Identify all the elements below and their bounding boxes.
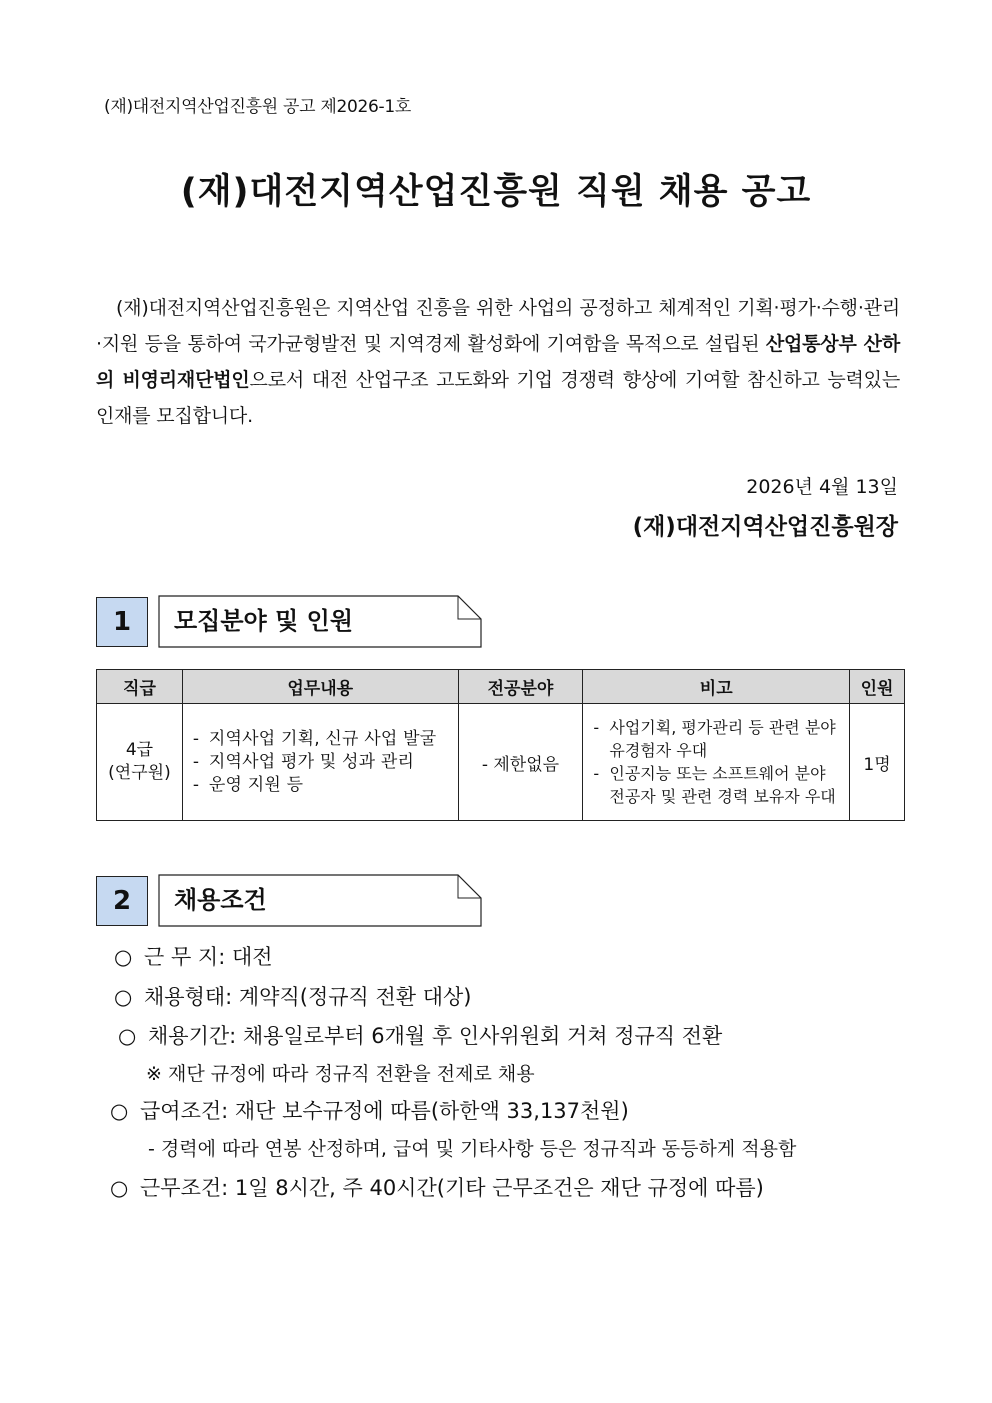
condition-period bbox=[118, 1020, 722, 1050]
header-duties: 업무내용 bbox=[182, 670, 458, 704]
grade-level: 4급 bbox=[125, 740, 154, 760]
intro-text-part2: 으로서 대전 산업구조 고도화와 기업 경쟁력 향상에 기여할 참신하고 능력있는 인재를 모집합니다. bbox=[96, 369, 900, 427]
condition-employment-type bbox=[114, 981, 472, 1011]
condition-text: 채용형태: 계약직(정규직 전환 대상) bbox=[144, 985, 472, 1009]
section-1-number: 1 bbox=[96, 597, 148, 647]
issuer-name: (재)대전지역산업진흥원장 bbox=[632, 514, 898, 540]
table-header-row bbox=[97, 670, 905, 704]
section-2-title-box bbox=[158, 874, 483, 928]
intro-paragraph bbox=[96, 290, 900, 434]
note-item: - 인공지능 또는 소프트웨어 분야 전공자 및 관련 경력 보유자 우대 bbox=[591, 762, 841, 808]
cell-notes bbox=[583, 704, 850, 821]
notice-number: (재)대전지역산업진흥원 공고 제2026-1호 bbox=[104, 97, 411, 117]
section-1-title-box bbox=[158, 595, 483, 649]
condition-hours bbox=[110, 1172, 764, 1202]
section-2-number: 2 bbox=[96, 876, 148, 926]
page-title: (재)대전지역산업진흥원 직원 채용 공고 bbox=[180, 172, 812, 212]
bullet-icon: ○ bbox=[114, 945, 133, 969]
duty-item: - 운영 지원 등 bbox=[191, 774, 450, 797]
cell-count: 1명 bbox=[850, 704, 905, 821]
condition-text: 급여조건: 재단 보수규정에 따름(하한액 33,137천원) bbox=[140, 1099, 629, 1123]
section-1-title: 모집분야 및 인원 bbox=[174, 607, 353, 635]
condition-period-note: ※ 재단 규정에 따라 정규직 전환을 전제로 채용 bbox=[146, 1063, 535, 1085]
duty-item: - 지역사업 평가 및 성과 관리 bbox=[191, 751, 450, 774]
condition-salary bbox=[110, 1095, 629, 1125]
condition-text: 근 무 지: 대전 bbox=[144, 945, 273, 969]
condition-text: 근무조건: 1일 8시간, 주 40시간(기타 근무조건은 재단 규정에 따름) bbox=[140, 1176, 764, 1200]
bullet-icon: ○ bbox=[110, 1099, 129, 1123]
condition-text: 채용기간: 채용일로부터 6개월 후 인사위원회 거쳐 정규직 전환 bbox=[148, 1024, 723, 1048]
cell-major: - 제한없음 bbox=[458, 704, 583, 821]
bullet-icon: ○ bbox=[110, 1176, 129, 1200]
condition-salary-note: - 경력에 따라 연봉 산정하며, 급여 및 기타사항 등은 정규직과 동등하게 적용함 bbox=[148, 1138, 797, 1160]
notice-date: 2026년 4월 13일 bbox=[746, 476, 898, 498]
duty-item: - 지역사업 기획, 신규 사업 발굴 bbox=[191, 728, 450, 751]
table-row bbox=[97, 704, 905, 821]
bullet-icon: ○ bbox=[114, 985, 133, 1009]
bullet-icon: ○ bbox=[118, 1024, 137, 1048]
header-notes: 비고 bbox=[583, 670, 850, 704]
cell-duties bbox=[182, 704, 458, 821]
header-major: 전공분야 bbox=[458, 670, 583, 704]
intro-text-bold: 산업통상부 산하의 비영리재단법인 bbox=[96, 333, 900, 391]
section-2-title: 채용조건 bbox=[174, 886, 267, 914]
note-item: - 사업기획, 평가관리 등 관련 분야 유경험자 우대 bbox=[591, 716, 841, 762]
recruitment-table bbox=[96, 669, 905, 821]
intro-text-part1: (재)대전지역산업진흥원은 지역산업 진흥을 위한 사업의 공정하고 체계적인 기획·평가·수행·관리·지원 등을 통하여 국가균형발전 및 지역경제 활성화에 기여함을 목적으로 설립된 bbox=[96, 297, 900, 355]
header-count: 인원 bbox=[850, 670, 905, 704]
header-grade: 직급 bbox=[97, 670, 183, 704]
grade-title: (연구원) bbox=[108, 763, 171, 783]
condition-location bbox=[114, 941, 273, 971]
cell-grade bbox=[97, 704, 183, 821]
